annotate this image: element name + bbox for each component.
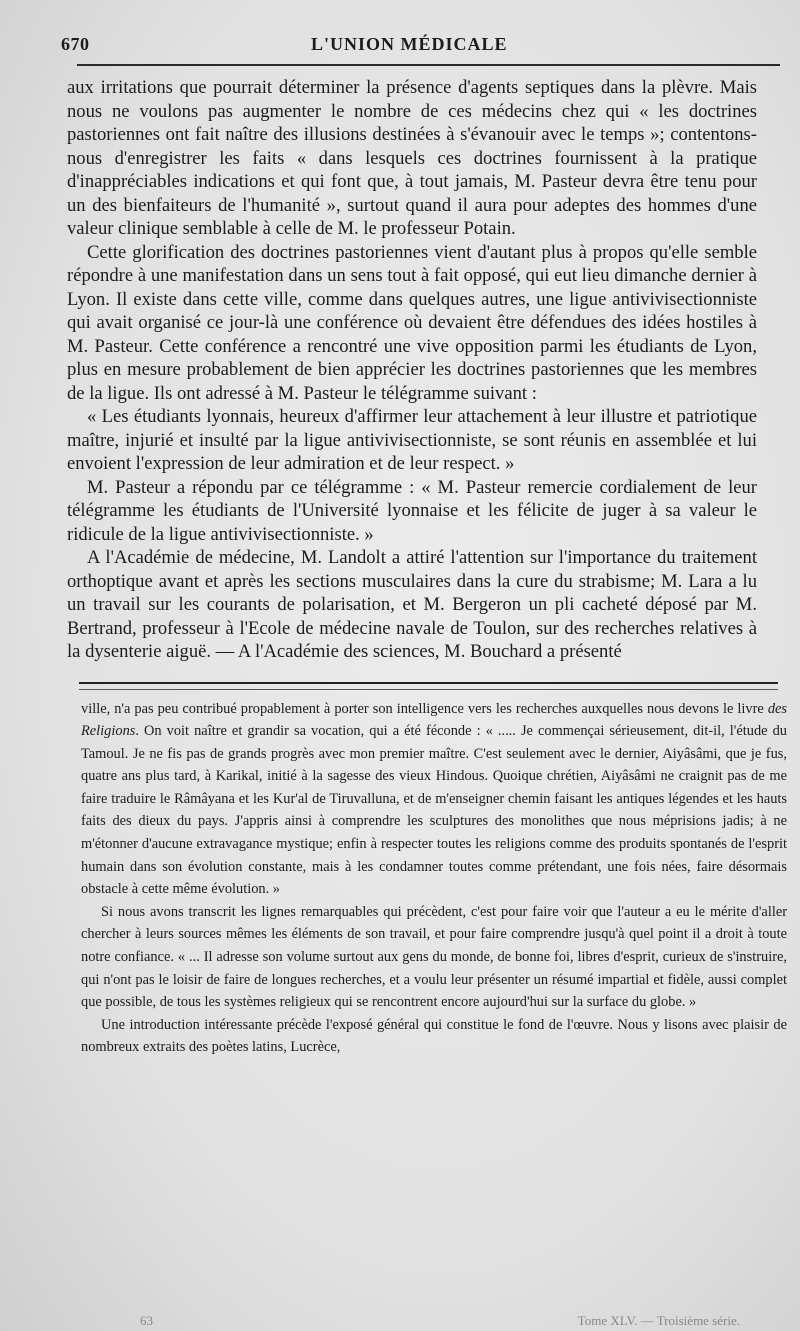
footnote-rule <box>79 682 778 690</box>
paragraph: Cette glorification des doctrines pastoriennes vient d'autant plus à propos qu'elle semble répondre à une manifestation dans un sens tout à fait opposé, qui eut lieu dimanche dernier à Lyon. Il existe dans cette ville, comme dans quelques autres, une ligue antivivisectionniste qui avait organisé ce jour-là une conférence où devaient être défendues des idées hostiles à M. Pasteur. Cette conférence a rencontré une vive opposition parmi les étudiants de Lyon, plus en mesure probablement de bien apprécier les doctrines pastoriennes que les membres de la ligue. Ils ont adressé à M. Pasteur le télégramme suivant : <box>67 241 757 404</box>
footnote-paragraph: Une introduction intéressante précède l'exposé général qui constitue le fond de l'œuvre. Nous y lisons avec plaisir de nombreux extraits des poètes latins, Lucrèce, <box>81 1016 787 1056</box>
paragraph: « Les étudiants lyonnais, heureux d'affirmer leur attachement à leur illustre et patriotique maître, injurié et insulté par la ligue antivivisectionniste, se sont réunis en assemblée et lui envoient l'expression de leur admiration et de leur respect. » <box>67 406 757 474</box>
signature-mark: 63 <box>140 1313 153 1328</box>
journal-title: L'UNION MÉDICALE <box>311 34 508 54</box>
footnote-paragraph: Si nous avons transcrit les lignes remarquables qui précèdent, c'est pour faire voir que l'auteur a eu le mérite d'aller chercher à leurs sources mêmes les éléments de son travail, et pour faire comprendre jusqu'à quel point il a droit à toute notre confiance. « ... Il adresse son volume surtout aux gens du monde, de bonne foi, libres d'esprit, curieux de s'instruire, qui n'ont pas le loisir de faire de longues recherches, et a voulu leur présenter un résumé impartial et fidèle, aussi complet que possible, de tous les systèmes religieux qui se rencontrent encore aujourd'hui sur la surface du globe. » <box>81 903 787 1011</box>
volume-line: Tome XLV. — Troisième série. <box>577 1313 740 1328</box>
paragraph: A l'Académie de médecine, M. Landolt a attiré l'attention sur l'importance du traitement orthoptique avant et après les sections musculaires dans la cure du strabisme; M. Lara a lu un travail sur les courants de polarisation, et M. Bergeron un pli cacheté déposé par M. Bertrand, professeur à l'Ecole de médecine navale de Toulon, sur des recherches relatives à la dysenterie aiguë. — A l'Académie des sciences, M. Bouchard a présenté <box>67 547 757 662</box>
page-number: 670 <box>61 34 90 54</box>
page-header <box>61 30 760 64</box>
paragraph: aux irritations que pourrait déterminer la présence d'agents septiques dans la plèvre. Mais nous ne voulons pas augmenter le nombre de ces médecins chez qui « les doctrines pastoriennes ont fait naître des illusions destinées à s'évanouir avec le temps »; contentons-nous d'enregistrer les faits « dans lesquels ces doctrines fournissent à la pratique d'inappréciables indications et qui font que, à tout jamais, M. Pasteur devra être tenu pour un des bienfaiteurs de l'humanité », surtout quand il aura pour adeptes des hommes d'une valeur clinique semblable à celle de M. le professeur Potain. <box>67 77 757 239</box>
main-text <box>67 76 757 664</box>
paragraph: M. Pasteur a répondu par ce télégramme : « M. Pasteur remercie cordialement de leur télégramme les étudiants de l'Université lyonnaise et les félicite de juger à sa valeur le ridicule de la ligue antivivisectionniste. » <box>67 476 757 545</box>
book-title: des Religions <box>81 700 787 740</box>
footnote-paragraph <box>81 698 787 901</box>
footnote-text: ville, n'a pas peu contribué propablement à porter son intelligence vers les recherches auxquelles nous devons le livre <box>81 700 768 717</box>
footnote <box>81 698 787 1060</box>
footnote-text: . On voit naître et grandir sa vocation, qui a été féconde : « ..... Je commençai sérieusement, dit-il, l'étude du Tamoul. Je ne fis pas de grands progrès avec mon premier maître. C'est seulement avec le dernier, Aiyâsâmi, que je fus, quatre ans plus tard, à Karikal, initié à la sagesse des vieux Hindous. Quoique chrétien, Aiyâsâmi ne craignit pas de me faire traduire le Râmâyana et les Kur'al de Tiruvalluna, et de m'enseigner chemin faisant les antiques légendes et les hauts faits des dieux du pays. J'appris ainsi à comprendre les sculptures des monolithes que nous méprisions jadis; à ne m'étonner d'aucune extravagance mystique; enfin à respecter toutes les religions comme des produits spontanés de l'esprit humain dans son évolution constante, mais à les condamner toutes comme prétendant, une fois nées, faire désormais obstacle à cette même évolution. » <box>81 723 787 898</box>
header-rule <box>77 64 780 66</box>
